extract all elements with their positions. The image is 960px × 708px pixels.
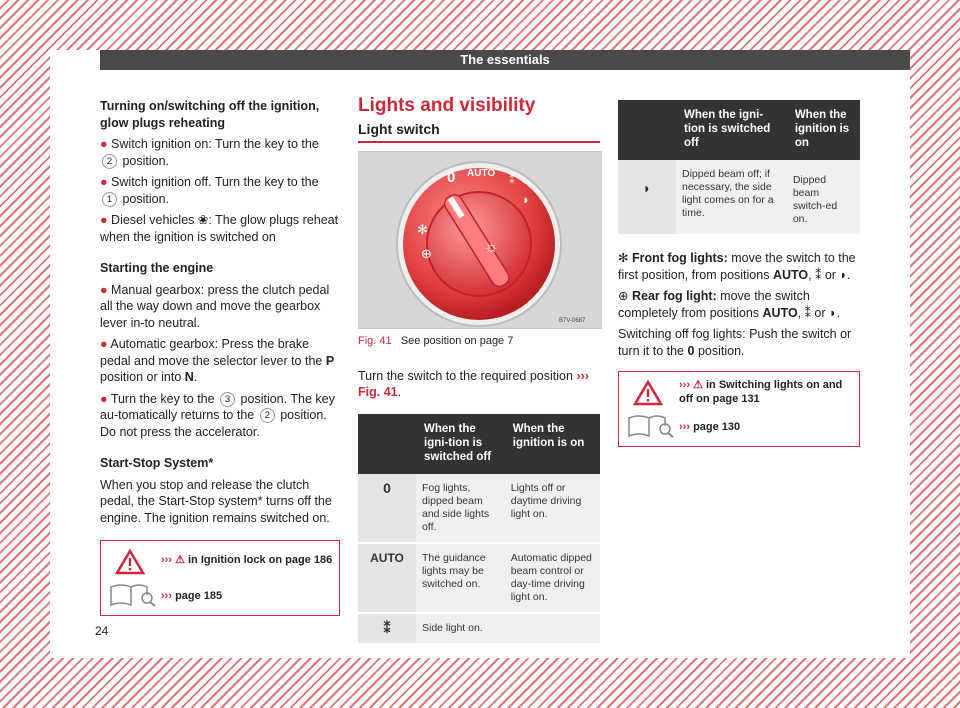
side-light-icon: ⁑ <box>815 267 822 282</box>
rear-fog-knob-icon: ⊕ <box>421 246 432 261</box>
bullet-icon: ● <box>100 213 108 227</box>
warning-box <box>618 371 860 447</box>
ignition-heading: Turning on/switching off the ignition, glow plugs reheating <box>100 99 320 130</box>
column-1 <box>100 98 340 616</box>
bullet-ignition-off: ● Switch ignition off. Turn the key to the 1 position. <box>100 175 319 206</box>
starting-heading: Starting the engine <box>100 261 214 275</box>
position-badge: 1 <box>102 192 117 207</box>
section-subtitle: Light switch <box>358 121 600 144</box>
warning-ref-2[interactable]: ››› page 130 <box>679 421 741 433</box>
bullet-icon: ● <box>100 391 108 406</box>
bullet-icon: ● <box>100 282 108 297</box>
figure-code: B7V-0687 <box>559 318 586 324</box>
table-row: ⁑ Side light on. <box>358 613 600 644</box>
figure-caption: Fig. 41 See position on page 7 <box>358 335 514 347</box>
table-header: When the ignition is on <box>787 100 860 160</box>
warning-ref-1[interactable]: ››› ⚠ in Ignition lock on page 186 <box>161 554 333 566</box>
start-stop-heading: Start-Stop System* <box>100 456 214 470</box>
front-fog-knob-icon: ✻ <box>417 222 428 237</box>
light-switch-figure <box>358 151 602 329</box>
warning-triangle-icon <box>115 549 145 575</box>
dipped-beam-icon: ◗ <box>829 305 837 320</box>
bullet-icon: ● <box>100 175 108 189</box>
dipped-beam-icon: ◗ <box>618 160 676 235</box>
manual-book-icon <box>109 583 157 607</box>
table-header: When the igni-tion is switched off <box>676 100 787 160</box>
warning-ref-1[interactable]: ››› ⚠ in Switching lights on and off on page 131 <box>679 379 843 405</box>
bullet-icon: ● <box>100 137 108 151</box>
bullet-manual: ● Manual gearbox: press the clutch pedal all the way down and move the gearbox lever in-to neutral. <box>100 282 330 330</box>
bullet-turn-key: ● Turn the key to the 3 position. The key au-tomatically returns to the 2 position. Do not press the accelerator. <box>100 391 335 439</box>
position-zero-icon: 0 <box>358 474 416 543</box>
table-header: When the igni-tion is switched off <box>416 414 505 474</box>
warning-triangle-icon <box>633 380 663 406</box>
dipped-beam-icon: ◗ <box>839 267 847 282</box>
table-header <box>358 414 416 474</box>
bullet-icon: ● <box>100 337 108 351</box>
dashboard-light-icon: ☼ <box>484 239 499 256</box>
table-header <box>618 100 676 160</box>
page-header: The essentials <box>100 50 910 70</box>
page-number: 24 <box>95 624 109 638</box>
table-row: AUTO The guidance lights may be switched on. Automatic dipped beam control or day-time driving light on. <box>358 543 600 613</box>
knob-label-auto: AUTO <box>467 168 496 179</box>
table-row: 0 Fog lights, dipped beam and side lights off. Lights off or daytime driving light on. <box>358 474 600 543</box>
position-badge: 2 <box>102 154 117 169</box>
section-title: Lights and visibility <box>358 95 536 116</box>
side-light-icon: ⁑ <box>804 305 811 320</box>
bullet-automatic: ● Automatic gearbox: Press the brake pedal and move the selector lever to the P position or into N. <box>100 337 335 384</box>
figure-reference-link[interactable]: ››› Fig. 41 <box>358 368 589 399</box>
rear-fog-text: ⊕ Rear fog light: move the switch completely from positions AUTO, ⁑ or ◗. <box>618 289 841 320</box>
column-2 <box>358 95 600 645</box>
table-header: When the ignition is on <box>505 414 600 474</box>
side-light-icon: ⁑ <box>358 613 416 644</box>
page <box>50 50 910 658</box>
position-auto-icon: AUTO <box>358 543 416 613</box>
warning-ref-2[interactable]: ››› page 185 <box>161 590 223 602</box>
manual-book-icon <box>627 414 675 438</box>
column-3 <box>618 100 860 447</box>
knob-label-zero: 0 <box>447 169 456 186</box>
front-fog-icon: ✻ <box>618 251 629 265</box>
start-stop-text: When you stop and release the clutch pedal, the Start-Stop system* turns off the engine. The ignition remains switched on. <box>100 477 332 525</box>
position-badge: 2 <box>260 408 275 423</box>
warning-box <box>100 540 340 616</box>
light-switch-illustration <box>359 152 601 328</box>
table-row: ◗ Dipped beam off; if necessary, the side light comes on for a time. Dipped beam switch-ed on. <box>618 160 860 235</box>
rear-fog-icon: ⊕ <box>618 289 629 303</box>
bullet-diesel: ● Diesel vehicles ❀: The glow plugs reheat when the ignition is switched on <box>100 213 339 244</box>
dipped-beam-table <box>618 100 860 236</box>
side-light-knob-icon: ⁑ <box>509 173 515 187</box>
dipped-beam-knob-icon: ◗ <box>522 192 530 207</box>
fog-off-text: Switching off fog lights: Push the switch or turn it to the 0 position. <box>618 327 852 358</box>
light-positions-table <box>358 414 600 645</box>
position-badge: 3 <box>220 392 235 407</box>
bullet-ignition-on: ● Switch ignition on: Turn the key to the 2 position. <box>100 137 319 168</box>
intro-text: Turn the switch to the required position ››› Fig. 41. <box>358 368 589 399</box>
front-fog-text: ✻ Front fog lights: move the switch to the first position, from positions AUTO, ⁑ or ◗. <box>618 251 856 282</box>
glow-plug-icon: ❀ <box>197 213 209 227</box>
